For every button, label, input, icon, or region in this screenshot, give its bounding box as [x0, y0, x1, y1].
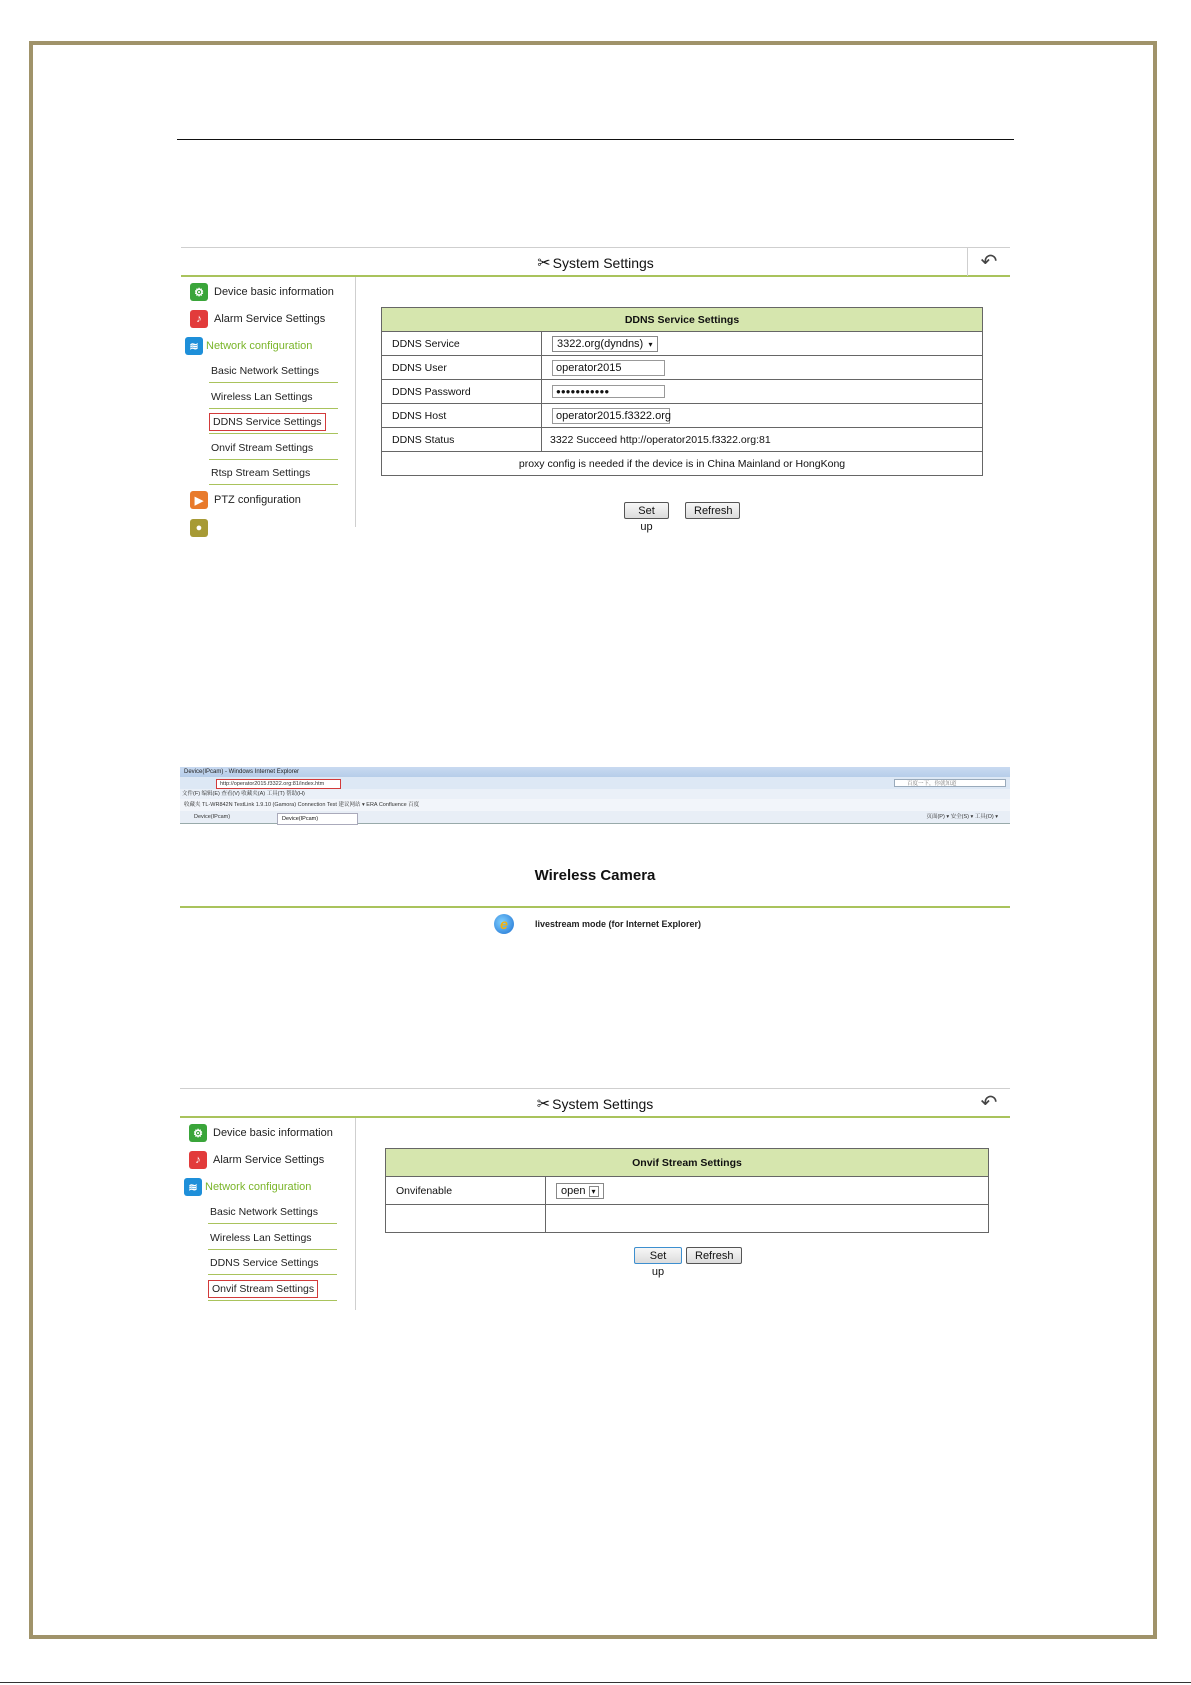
internet-explorer-icon[interactable]: e — [494, 914, 514, 934]
ie-screenshot — [180, 767, 1010, 944]
ddns-status-label: DDNS Status — [382, 428, 542, 452]
refresh-button[interactable]: Refresh — [686, 1247, 742, 1264]
ie-toolbar-right[interactable]: 页面(P) ▾ 安全(S) ▾ 工具(O) ▾ — [926, 814, 998, 820]
sidebar-item-onvif-stream[interactable]: Onvif Stream Settings — [209, 436, 338, 460]
ddns-proxy-note: proxy config is needed if the device is in China Mainland or HongKong — [382, 452, 983, 476]
bell-icon: ♪ — [189, 1151, 207, 1169]
sidebar-item-user-partial[interactable] — [190, 517, 214, 539]
gear-icon: ⚙ — [190, 283, 208, 301]
sidebar-item-device-basic[interactable]: ⚙ Device basic information — [189, 1122, 333, 1144]
back-icon[interactable]: ↶ — [980, 1092, 998, 1114]
tools-icon: ✂ — [536, 1096, 551, 1113]
sidebar-item-basic-network[interactable]: Basic Network Settings — [208, 1200, 337, 1224]
refresh-button[interactable]: Refresh — [685, 502, 740, 519]
sidebar-item-alarm-service[interactable]: ♪ Alarm Service Settings — [190, 308, 325, 330]
back-icon[interactable]: ↶ — [967, 248, 1010, 276]
ddns-settings-table — [381, 307, 983, 476]
system-settings-header-2 — [180, 1088, 1010, 1118]
ddns-host-label: DDNS Host — [382, 404, 542, 428]
sidebar-item-ptz-config[interactable]: ▶ PTZ configuration — [190, 489, 301, 511]
ddns-service-select[interactable]: 3322.org(dyndns) ▾ — [552, 336, 658, 352]
system-settings-title: System Settings — [552, 255, 654, 271]
sidebar-item-rtsp-stream[interactable]: Rtsp Stream Settings — [209, 461, 338, 485]
onvif-enable-select[interactable]: open ▾ — [556, 1183, 604, 1199]
ddns-password-input[interactable]: ●●●●●●●●●●● — [552, 385, 665, 398]
address-input[interactable]: http://operator2015.f3322.org:81/index.htm — [216, 779, 341, 789]
ddns-screenshot — [181, 247, 1010, 534]
onvif-settings-table — [385, 1148, 989, 1233]
dropdown-arrow-icon: ▾ — [589, 1186, 599, 1197]
ddns-user-input[interactable]: operator2015 — [552, 360, 665, 376]
ie-favorites-bar[interactable]: 收藏夹 TL-WR842N TestLink 1.9.10 (Gamora) Connection Test 建议网站 ▾ ERA Confluence 百度 — [180, 799, 1010, 811]
ie-search-input[interactable]: 百度一下，你就知道 — [894, 779, 1006, 787]
livestream-link[interactable]: livestream mode (for Internet Explorer) — [535, 919, 702, 929]
onvif-table-header: Onvif Stream Settings — [386, 1149, 989, 1177]
dropdown-arrow-icon: ▾ — [646, 339, 653, 349]
sidebar-item-network-config[interactable]: ≋ Network configuration — [185, 335, 312, 357]
ddns-host-input[interactable]: operator2015.f3322.org — [552, 408, 670, 424]
onvif-screenshot — [180, 1088, 1010, 1310]
tools-icon: ✂ — [537, 255, 551, 272]
ddns-service-label: DDNS Service — [382, 332, 542, 356]
system-settings-header — [181, 247, 1010, 277]
onvif-enable-label: Onvifenable — [386, 1177, 546, 1205]
gear-icon: ⚙ — [189, 1124, 207, 1142]
ie-menu-bar[interactable]: 文件(F) 编辑(E) 查看(V) 收藏夹(A) 工具(T) 帮助(H) — [180, 789, 1010, 799]
ie-tab-left[interactable]: Device(IPcam) — [194, 814, 231, 820]
camera-icon: ▶ — [190, 491, 208, 509]
ddns-user-label: DDNS User — [382, 356, 542, 380]
wifi-icon: ≋ — [184, 1178, 202, 1196]
ie-address-bar — [180, 777, 1010, 789]
ddns-password-label: DDNS Password — [382, 380, 542, 404]
sidebar-item-ddns-service[interactable]: DDNS Service Settings — [208, 1251, 337, 1275]
sidebar-item-onvif-stream[interactable]: Onvif Stream Settings — [208, 1277, 337, 1301]
setup-button[interactable]: Set up — [624, 502, 669, 519]
footer-rule — [0, 1682, 1191, 1683]
sidebar-item-wireless-lan[interactable]: Wireless Lan Settings — [208, 1226, 337, 1250]
sidebar-item-basic-network[interactable]: Basic Network Settings — [209, 359, 338, 383]
bell-icon: ♪ — [190, 310, 208, 328]
ie-title-bar: Device(IPcam) - Windows Internet Explorer — [180, 767, 1010, 777]
ie-tab-active[interactable]: Device(IPcam) — [277, 813, 358, 825]
wifi-icon: ≋ — [185, 337, 203, 355]
ddns-table-header: DDNS Service Settings — [382, 308, 983, 332]
system-settings-title-2: System Settings — [552, 1096, 654, 1112]
settings-sidebar-2 — [180, 1118, 356, 1310]
heading-rule — [180, 906, 1010, 908]
settings-sidebar — [181, 277, 356, 534]
sidebar-item-wireless-lan[interactable]: Wireless Lan Settings — [209, 385, 338, 409]
sidebar-item-ddns-service[interactable]: DDNS Service Settings — [209, 410, 338, 434]
sidebar-item-network-config[interactable]: ≋ Network configuration — [184, 1176, 311, 1198]
sidebar-item-device-basic[interactable]: ⚙ Device basic information — [190, 281, 334, 303]
ddns-status-value: 3322 Succeed http://operator2015.f3322.org:81 — [542, 428, 983, 452]
user-icon: ● — [190, 519, 208, 537]
sidebar-item-alarm-service[interactable]: ♪ Alarm Service Settings — [189, 1149, 324, 1171]
header-rule — [177, 139, 1014, 140]
wireless-camera-heading: Wireless Camera — [534, 867, 656, 884]
setup-button[interactable]: Set up — [634, 1247, 682, 1264]
